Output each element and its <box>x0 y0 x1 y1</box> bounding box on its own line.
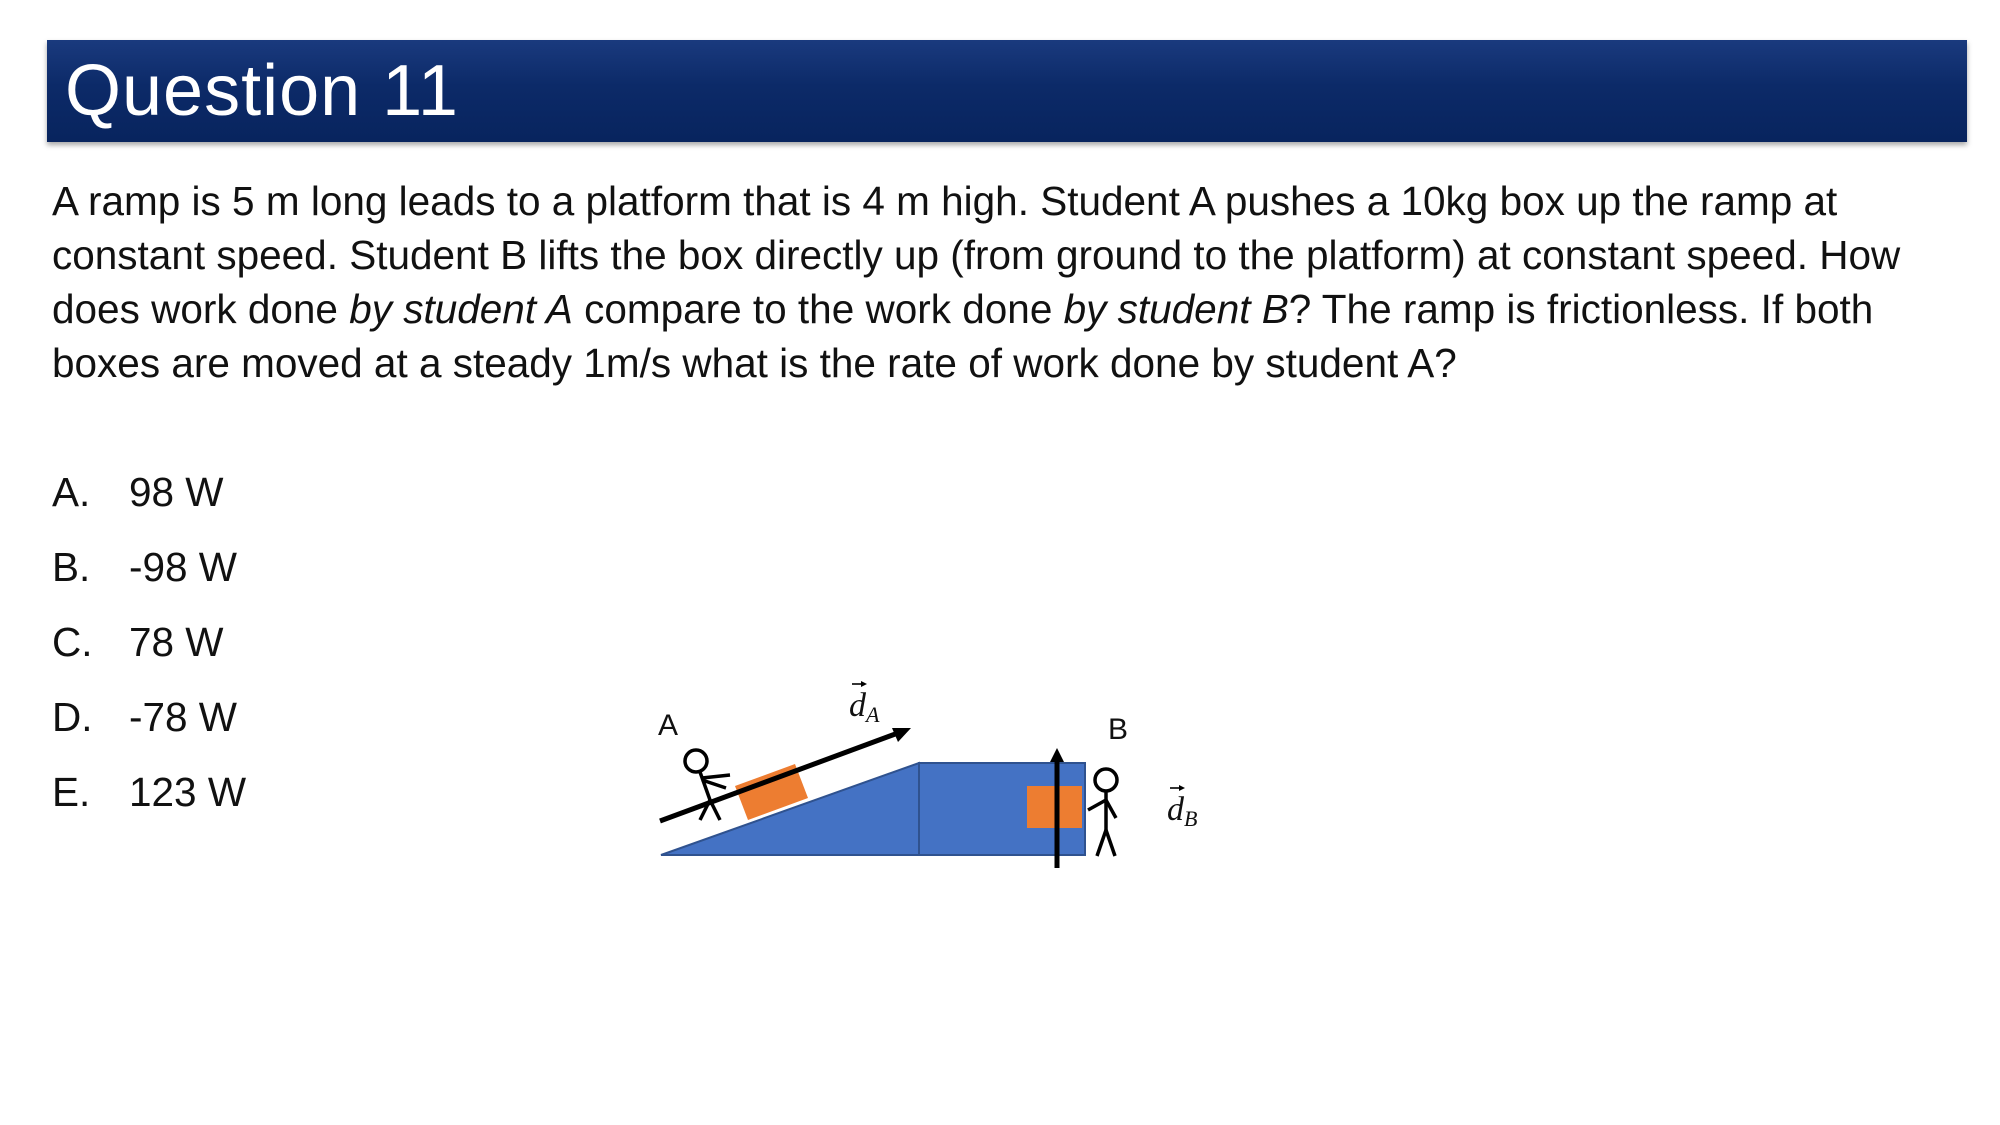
slide-title: Question 11 <box>65 51 459 131</box>
choice-d[interactable] <box>52 690 246 765</box>
choice-a[interactable] <box>52 465 246 540</box>
answer-choices <box>52 465 246 840</box>
ramp-diagram <box>640 660 1240 900</box>
choice-text: 78 W <box>129 619 224 665</box>
arrowhead-b <box>1050 748 1064 762</box>
label-student-b: B <box>1108 713 1129 746</box>
choice-letter: C. <box>52 619 93 665</box>
question-part-2: compare to the work done <box>572 286 1064 332</box>
vector-a-subscript: A <box>866 702 880 727</box>
choice-text: -78 W <box>129 694 238 740</box>
vector-label-a <box>849 681 880 727</box>
vector-b-base: d <box>1167 791 1184 828</box>
choice-letter: B. <box>52 544 91 590</box>
choice-b[interactable] <box>52 540 246 615</box>
choice-letter: D. <box>52 694 93 740</box>
vector-b-subscript: B <box>1184 806 1198 831</box>
vector-a-base: d <box>849 687 866 724</box>
choice-letter: E. <box>52 769 91 815</box>
question-emphasis-student-b: by student B <box>1063 286 1289 332</box>
label-student-a: A <box>658 709 679 742</box>
question-part-3: ? The ramp is frictionless. If both boxes are moved at a steady 1m/s what is the rate of work done by student A? <box>52 286 1874 386</box>
vector-label-b <box>1167 785 1197 831</box>
choice-text: 98 W <box>129 469 224 515</box>
choice-text: -98 W <box>129 544 238 590</box>
question-emphasis-student-a: by student A <box>349 286 573 332</box>
question-part-1: A ramp is 5 m long leads to a platform that is 4 m high. Student A pushes a 10kg box up the ramp at constant speed. Student B lifts the box directly up (from ground to the platform) at constant speed. How does work done <box>52 178 1901 332</box>
title-bar <box>47 40 1967 142</box>
student-b-figure <box>1088 769 1117 856</box>
choice-e[interactable] <box>52 765 246 840</box>
question-text <box>52 174 1972 390</box>
choice-text: 123 W <box>129 769 247 815</box>
choice-c[interactable] <box>52 615 246 690</box>
choice-letter: A. <box>52 469 91 515</box>
